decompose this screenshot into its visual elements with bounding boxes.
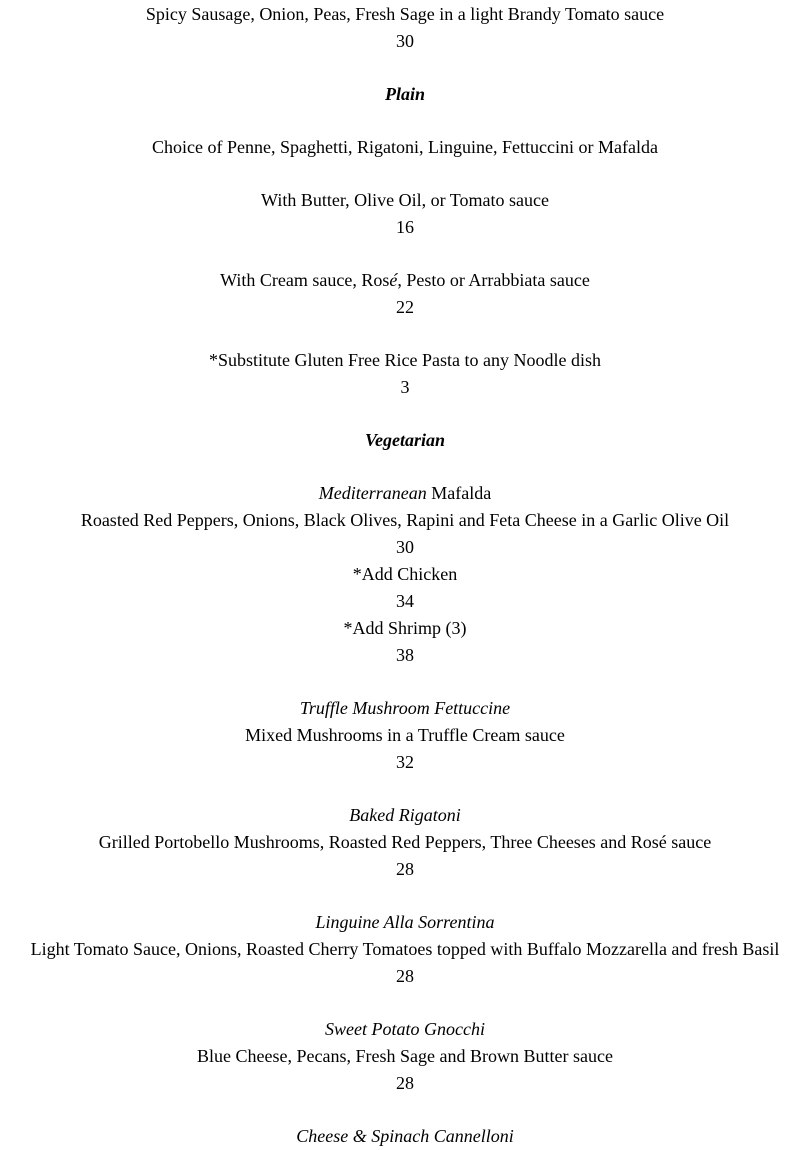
dish-name-plain: Mafalda bbox=[426, 483, 492, 503]
dish-description: With Butter, Olive Oil, or Tomato sauce bbox=[261, 190, 549, 210]
dish-description: Grilled Portobello Mushrooms, Roasted Red Peppers, Three Cheeses and Rosé sauce bbox=[98, 832, 712, 852]
dish-price: 28 bbox=[396, 966, 414, 986]
dish-name-italic: Mediterranean bbox=[318, 483, 427, 503]
add-on-price: 38 bbox=[396, 645, 414, 665]
spacer bbox=[0, 990, 810, 1016]
dish-name bbox=[0, 480, 810, 507]
dish-description: Light Tomato Sauce, Onions, Roasted Cherry Tomatoes topped with Buffalo Mozzarella and fresh Basil bbox=[30, 939, 780, 959]
dish-price: 28 bbox=[396, 859, 414, 879]
gluten-free-note: *Substitute Gluten Free Rice Pasta to any Noodle dish bbox=[209, 350, 601, 370]
dish-price: 3 bbox=[400, 377, 410, 397]
dish-price: 28 bbox=[396, 1073, 414, 1093]
spacer bbox=[0, 883, 810, 909]
dish-name: Linguine Alla Sorrentina bbox=[315, 912, 495, 932]
pasta-choice-text: Choice of Penne, Spaghetti, Rigatoni, Linguine, Fettuccini or Mafalda bbox=[152, 137, 658, 157]
spacer bbox=[0, 321, 810, 347]
desc-accent: é bbox=[389, 270, 398, 290]
add-on-label: *Add Shrimp (3) bbox=[343, 618, 467, 638]
dish-price: 32 bbox=[396, 752, 414, 772]
dish-name: Sweet Potato Gnocchi bbox=[325, 1019, 485, 1039]
section-heading-plain: Plain bbox=[384, 84, 425, 104]
spacer bbox=[0, 241, 810, 267]
dish-name: Truffle Mushroom Fettuccine bbox=[299, 698, 511, 718]
dish-description bbox=[0, 267, 810, 294]
dish-price: 30 bbox=[396, 31, 414, 51]
spacer bbox=[0, 108, 810, 134]
dish-name: Baked Rigatoni bbox=[349, 805, 461, 825]
section-heading-vegetarian: Vegetarian bbox=[364, 430, 445, 450]
spacer bbox=[0, 454, 810, 480]
dish-name: Cheese & Spinach Cannelloni bbox=[296, 1126, 514, 1146]
spacer bbox=[0, 1097, 810, 1123]
desc-part: , Pesto or Arrabbiata sauce bbox=[397, 270, 590, 290]
dish-description: Mixed Mushrooms in a Truffle Cream sauce bbox=[245, 725, 565, 745]
dish-price: 22 bbox=[396, 297, 414, 317]
dish-description: Roasted Red Peppers, Onions, Black Olives, Rapini and Feta Cheese in a Garlic Olive Oil bbox=[80, 510, 730, 530]
desc-part: With Cream sauce, Ros bbox=[220, 270, 390, 290]
dish-price: 30 bbox=[396, 537, 414, 557]
spacer bbox=[0, 161, 810, 187]
spacer bbox=[0, 401, 810, 427]
dish-description: Blue Cheese, Pecans, Fresh Sage and Brown Butter sauce bbox=[197, 1046, 613, 1066]
dish-description: Spicy Sausage, Onion, Peas, Fresh Sage in a light Brandy Tomato sauce bbox=[145, 4, 665, 24]
dish-price: 16 bbox=[396, 217, 414, 237]
add-on-label: *Add Chicken bbox=[352, 564, 458, 584]
add-on-price: 34 bbox=[396, 591, 414, 611]
spacer bbox=[0, 55, 810, 81]
spacer bbox=[0, 776, 810, 802]
spacer bbox=[0, 669, 810, 695]
